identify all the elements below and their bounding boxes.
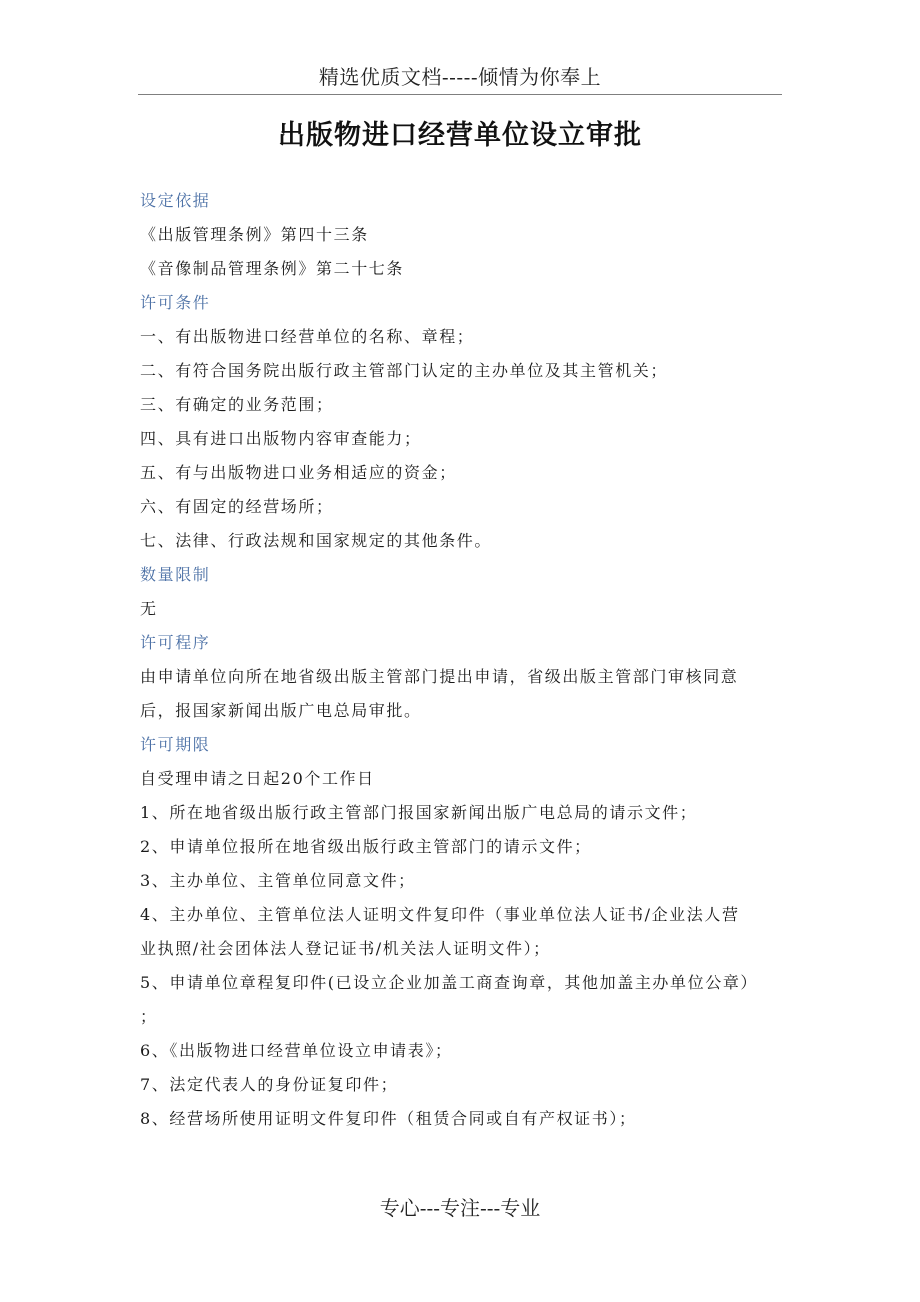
section-heading-basis: 设定依据: [140, 191, 211, 210]
condition-item: 四、具有进口出版物内容审查能力；: [140, 429, 422, 448]
material-item: 2、申请单位报所在地省级出版行政主管部门的请示文件；: [140, 837, 592, 856]
header-divider: [138, 94, 782, 95]
document-title: 出版物进口经营单位设立审批: [278, 120, 642, 151]
material-item: 业执照/社会团体法人登记证书/机关法人证明文件）；: [140, 939, 551, 958]
document-body: [140, 184, 784, 1136]
material-item: 5、申请单位章程复印件(已设立企业加盖工商查询章，其他加盖主办单位公章）: [140, 973, 759, 992]
material-item: ；: [140, 1007, 158, 1026]
section-heading-quantity: 数量限制: [140, 565, 211, 584]
section-heading-period: 许可期限: [140, 735, 211, 754]
material-item: 4、主办单位、主管单位法人证明文件复印件（事业单位法人证书/企业法人营: [140, 905, 740, 924]
condition-item: 五、有与出版物进口业务相适应的资金；: [140, 463, 457, 482]
basis-line: 《音像制品管理条例》第二十七条: [140, 259, 405, 278]
section-heading-conditions: 许可条件: [140, 293, 211, 312]
page-footer: 专心---专注---专业: [379, 1196, 541, 1220]
condition-item: 七、法律、行政法规和国家规定的其他条件。: [140, 531, 493, 550]
section-heading-procedure: 许可程序: [140, 633, 211, 652]
condition-item: 二、有符合国务院出版行政主管部门认定的主办单位及其主管机关；: [140, 361, 669, 380]
condition-item: 三、有确定的业务范围；: [140, 395, 334, 414]
period-line: 自受理申请之日起20个工作日: [140, 769, 375, 788]
material-item: 1、所在地省级出版行政主管部门报国家新闻出版广电总局的请示文件；: [140, 803, 698, 822]
condition-item: 六、有固定的经营场所；: [140, 497, 334, 516]
material-item: 7、法定代表人的身份证复印件；: [140, 1075, 399, 1094]
quantity-line: 无: [140, 599, 158, 618]
basis-line: 《出版管理条例》第四十三条: [140, 225, 369, 244]
material-item: 8、经营场所使用证明文件复印件（租赁合同或自有产权证书）；: [140, 1109, 637, 1128]
material-item: 6、《出版物进口经营单位设立申请表》；: [140, 1041, 453, 1060]
page-header: 精选优质文档-----倾情为你奉上: [318, 65, 602, 89]
procedure-line: 后，报国家新闻出版广电总局审批。: [140, 701, 422, 720]
procedure-line: 由申请单位向所在地省级出版主管部门提出申请，省级出版主管部门审核同意: [140, 667, 739, 686]
condition-item: 一、有出版物进口经营单位的名称、章程；: [140, 327, 475, 346]
material-item: 3、主办单位、主管单位同意文件；: [140, 871, 416, 890]
